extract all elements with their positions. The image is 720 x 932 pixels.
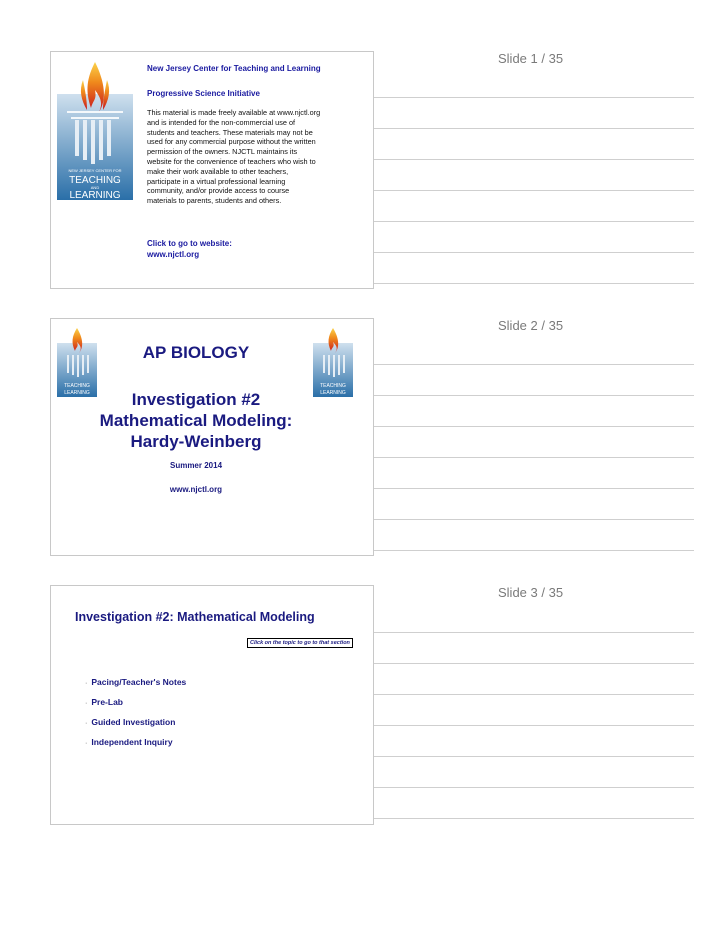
- notes-line: [374, 488, 694, 489]
- website-link[interactable]: [147, 238, 232, 260]
- notes-line: [374, 426, 694, 427]
- notes-line: [374, 725, 694, 726]
- slide-2-date: Summer 2014: [169, 461, 223, 470]
- logo-caption-teaching: TEACHING: [64, 383, 90, 389]
- slide-1-number: Slide 1 / 35: [498, 51, 564, 66]
- usage-line: permission of the owners. NJCTL maintains its: [147, 147, 298, 157]
- topic-label: Guided Investigation: [91, 717, 176, 727]
- notes-line: [374, 787, 694, 788]
- logo-caption-and: AND: [90, 185, 100, 190]
- notes-line: [374, 252, 694, 253]
- topic-label: Pacing/Teacher's Notes: [91, 677, 187, 687]
- bullet: ·: [85, 740, 88, 747]
- topic-guided-investigation[interactable]: [85, 717, 186, 727]
- subtitle-line: Mathematical Modeling:: [99, 411, 293, 430]
- topic-list: [85, 677, 186, 757]
- notes-line: [374, 159, 694, 160]
- slide-3: [50, 585, 374, 825]
- slide-2-number: Slide 2 / 35: [498, 318, 564, 333]
- usage-line: and is intended for the non-commercial use of: [147, 117, 296, 127]
- notes-line: [374, 128, 694, 129]
- slide-2-website[interactable]: www.njctl.org: [169, 485, 223, 494]
- slide-1-text-block: [147, 64, 361, 206]
- slide-3-number: Slide 3 / 35: [498, 585, 564, 600]
- slide-3-title: Investigation #2: Mathematical Modeling: [75, 610, 315, 624]
- bullet: ·: [85, 680, 88, 687]
- section-hint: Click on the topic to go to that section: [247, 638, 353, 648]
- slide-2-title: AP BIOLOGY: [142, 343, 250, 362]
- slide-2-subtitle: [51, 389, 341, 452]
- logo-caption-teaching: TEACHING: [320, 383, 346, 389]
- subtitle-line: Hardy-Weinberg: [130, 432, 262, 451]
- notes-line: [374, 97, 694, 98]
- topic-pre-lab[interactable]: [85, 697, 186, 707]
- usage-line: participate in a virtual professional learning: [147, 176, 286, 186]
- njctl-logo-icon: [57, 60, 133, 200]
- logo-caption-small: NEW JERSEY CENTER FOR: [68, 168, 122, 173]
- logo-caption-teaching: TEACHING: [69, 175, 121, 186]
- notes-line: [374, 663, 694, 664]
- topic-label: Independent Inquiry: [91, 737, 173, 747]
- topic-independent-inquiry[interactable]: [85, 737, 186, 747]
- logo-caption-learning: LEARNING: [64, 390, 90, 396]
- topic-pacing[interactable]: [85, 677, 186, 687]
- logo-caption-learning: LEARNING: [320, 390, 346, 396]
- usage-line: This material is made freely available at www.njctl.org: [147, 108, 321, 117]
- notes-line: [374, 221, 694, 222]
- usage-line: make their work available to other teachers,: [147, 166, 289, 176]
- notes-line: [374, 190, 694, 191]
- website-link-url: www.njctl.org: [147, 250, 200, 259]
- notes-line: [374, 756, 694, 757]
- usage-line: students and teachers. These materials may not be: [147, 127, 313, 137]
- org-name: New Jersey Center for Teaching and Learning: [147, 64, 321, 73]
- usage-line: community, and/or provide access to course: [147, 186, 290, 196]
- usage-line: used for any commercial purpose without the written: [147, 137, 316, 147]
- usage-line: materials to parents, students and others.: [147, 196, 282, 206]
- notes-line: [374, 395, 694, 396]
- notes-line: [374, 283, 694, 284]
- notes-line: [374, 519, 694, 520]
- usage-line: website for the convenience of teachers who wish to: [147, 156, 316, 166]
- notes-line: [374, 818, 694, 819]
- notes-line: [374, 550, 694, 551]
- topic-label: Pre-Lab: [91, 697, 123, 707]
- bullet: ·: [85, 720, 88, 727]
- slide-2: [50, 318, 374, 556]
- usage-notice: [147, 108, 361, 206]
- subtitle-line: Investigation #2: [131, 390, 261, 409]
- notes-line: [374, 457, 694, 458]
- notes-line: [374, 632, 694, 633]
- slide-1: [50, 51, 374, 289]
- bullet: ·: [85, 700, 88, 707]
- notes-line: [374, 364, 694, 365]
- website-link-label: Click to go to website:: [147, 239, 232, 248]
- program-name: Progressive Science Initiative: [147, 89, 260, 98]
- logo-caption-learning: LEARNING: [69, 190, 121, 200]
- notes-line: [374, 694, 694, 695]
